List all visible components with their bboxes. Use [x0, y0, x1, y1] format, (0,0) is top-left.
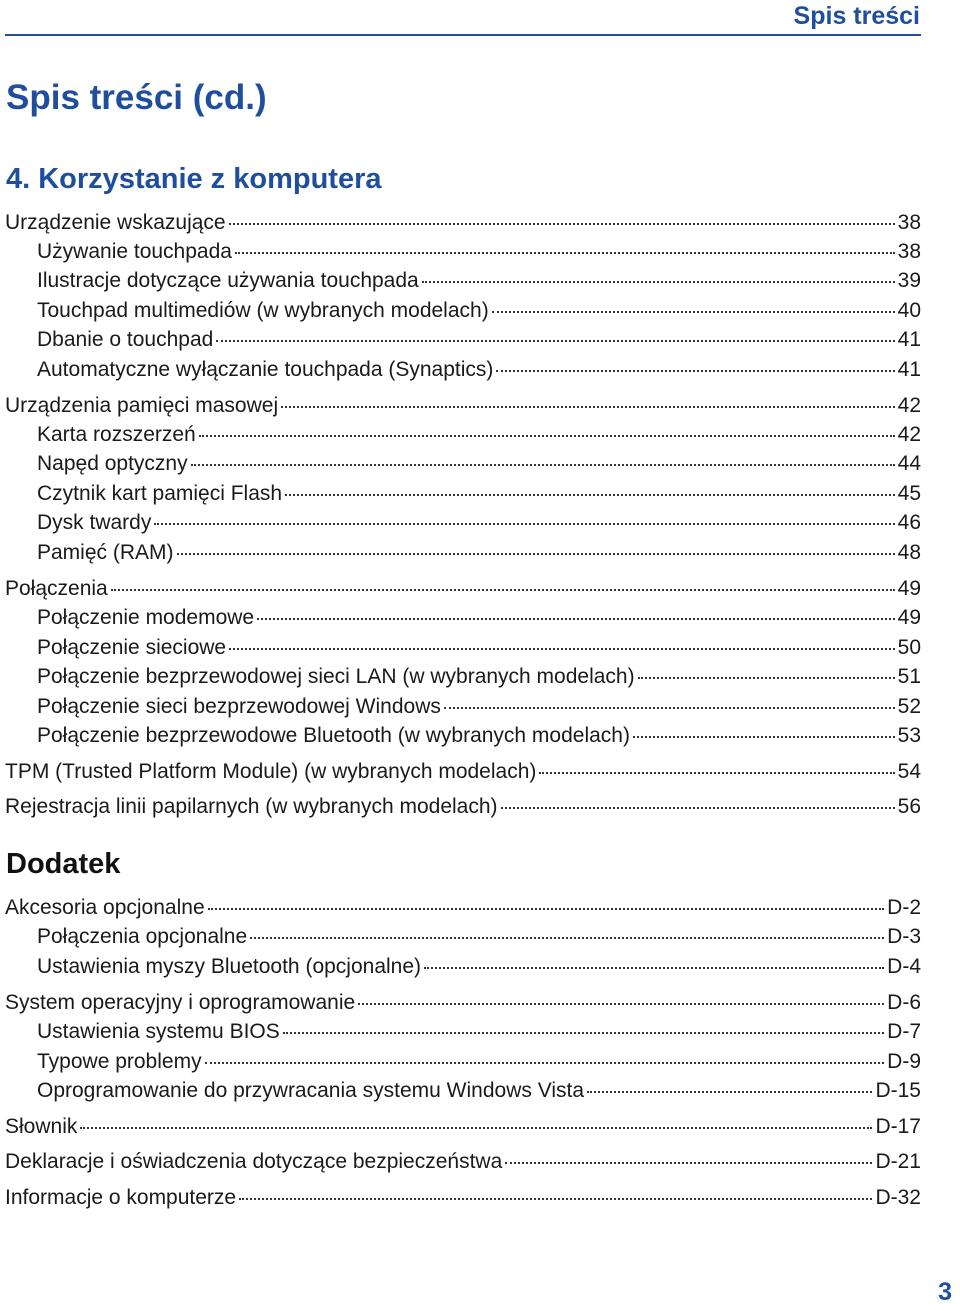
toc-dot-leader: [216, 340, 894, 342]
toc-entry-page-number: D-3: [887, 925, 921, 948]
appendix-heading: Dodatek: [6, 848, 121, 880]
chapter-4-heading: 4. Korzystanie z komputera: [6, 163, 382, 195]
toc-dot-leader: [424, 967, 884, 969]
toc-dot-leader: [281, 406, 895, 408]
toc-entry-page-number: D-2: [887, 896, 921, 919]
toc-entry[interactable]: [37, 637, 921, 658]
toc-dot-leader: [285, 494, 895, 496]
toc-entry-page-number: 42: [897, 394, 921, 417]
toc-entry-page-number: D-6: [887, 991, 921, 1014]
toc-entry-title: Akcesoria opcjonalne: [5, 896, 205, 919]
toc-entry-title: Karta rozszerzeń: [37, 423, 196, 446]
toc-entry[interactable]: [37, 1021, 921, 1042]
toc-entry-title: Urządzenie wskazujące: [5, 211, 226, 234]
toc-entry-title: Połączenie sieciowe: [37, 636, 227, 659]
toc-entry-title: Dysk twardy: [37, 511, 152, 534]
toc-entry-page-number: D-17: [875, 1115, 921, 1138]
toc-entry-page-number: 48: [897, 541, 921, 564]
toc-entry-title: Automatyczne wyłączanie touchpada (Synaptics): [37, 358, 494, 381]
toc-entry[interactable]: [37, 483, 921, 504]
toc-dot-leader: [208, 908, 885, 910]
toc-entry[interactable]: [5, 796, 921, 817]
toc-entry-title: Typowe problemy: [37, 1050, 202, 1073]
toc-dot-leader: [422, 281, 895, 283]
toc-entry-title: Ilustracje dotyczące używania touchpada: [37, 269, 419, 292]
toc-entry-page-number: D-32: [875, 1186, 921, 1209]
toc-entry[interactable]: [5, 1116, 921, 1137]
toc-entry-title: Połączenia opcjonalne: [37, 925, 248, 948]
toc-dot-leader: [239, 1198, 872, 1200]
toc-entry[interactable]: [37, 666, 921, 687]
toc-entry[interactable]: [37, 300, 921, 321]
toc-entry[interactable]: [37, 725, 921, 746]
toc-entry-page-number: D-21: [875, 1150, 921, 1173]
toc-entry-title: Rejestracja linii papilarnych (w wybranych modelach): [5, 795, 498, 818]
toc-entry-page-number: 54: [897, 760, 921, 783]
toc-dot-leader: [638, 677, 895, 679]
toc-entry-title: Pamięć (RAM): [37, 541, 174, 564]
toc-entry[interactable]: [37, 926, 921, 947]
toc-entry-page-number: 53: [897, 724, 921, 747]
toc-entry-page-number: D-4: [887, 955, 921, 978]
toc-entry-page-number: 44: [897, 452, 921, 475]
toc-entry[interactable]: [5, 578, 921, 599]
toc-entry-title: Napęd optyczny: [37, 452, 188, 475]
toc-entry-page-number: 45: [897, 482, 921, 505]
toc-entry[interactable]: [5, 212, 921, 233]
toc-dot-leader: [205, 1062, 885, 1064]
toc-entry[interactable]: [37, 270, 921, 291]
toc-entry-title: Słownik: [5, 1115, 78, 1138]
toc-dot-leader: [358, 1003, 884, 1005]
toc-dot-leader: [235, 252, 895, 254]
toc-entry-title: Urządzenia pamięci masowej: [5, 394, 279, 417]
toc-entry[interactable]: [37, 1051, 921, 1072]
toc-entry[interactable]: [5, 1151, 921, 1172]
toc-entry-page-number: 51: [897, 665, 921, 688]
toc-entry-page-number: 49: [897, 577, 921, 600]
toc-entry-title: Połączenie sieci bezprzewodowej Windows: [37, 695, 441, 718]
toc-entry-title: Czytnik kart pamięci Flash: [37, 482, 283, 505]
toc-entry-title: Touchpad multimediów (w wybranych modelach): [37, 299, 489, 322]
toc-dot-leader: [177, 553, 895, 555]
toc-entry-title: Informacje o komputerze: [5, 1186, 237, 1209]
toc-dot-leader: [80, 1127, 872, 1129]
toc-entry-title: Połączenie bezprzewodowe Bluetooth (w wybranych modelach): [37, 724, 630, 747]
toc-entry-title: Połączenia: [5, 577, 108, 600]
toc-entry[interactable]: [5, 761, 921, 782]
toc-entry[interactable]: [37, 359, 921, 380]
toc-dot-leader: [229, 648, 895, 650]
toc-entry-page-number: 40: [897, 299, 921, 322]
toc-entry-page-number: 38: [897, 240, 921, 263]
toc-entry-page-number: 46: [897, 511, 921, 534]
header-rule: [5, 34, 921, 36]
toc-dot-leader: [250, 937, 884, 939]
toc-entry-title: Oprogramowanie do przywracania systemu Windows Vista: [37, 1079, 585, 1102]
toc-entry-page-number: 38: [897, 211, 921, 234]
toc-dot-leader: [539, 772, 894, 774]
toc-dot-leader: [587, 1091, 872, 1093]
toc-entry-title: TPM (Trusted Platform Module) (w wybranych modelach): [5, 760, 537, 783]
toc-entry-page-number: 50: [897, 636, 921, 659]
toc-entry-page-number: 56: [897, 795, 921, 818]
toc-entry[interactable]: [37, 241, 921, 262]
toc-dot-leader: [633, 736, 895, 738]
toc-entry-page-number: 49: [897, 606, 921, 629]
toc-dot-leader: [199, 435, 895, 437]
toc-dot-leader: [283, 1032, 884, 1034]
toc-dot-leader: [501, 807, 895, 809]
toc-entry-page-number: D-9: [887, 1050, 921, 1073]
toc-entry[interactable]: [5, 395, 921, 416]
toc-entry[interactable]: [37, 542, 921, 563]
toc-entry-page-number: D-7: [887, 1020, 921, 1043]
toc-entry-page-number: 52: [897, 695, 921, 718]
toc-entry[interactable]: [37, 1080, 921, 1101]
toc-entry-page-number: 42: [897, 423, 921, 446]
toc-entry[interactable]: [37, 607, 921, 628]
toc-entry-title: Połączenie bezprzewodowej sieci LAN (w wybranych modelach): [37, 665, 635, 688]
toc-entry-page-number: 39: [897, 269, 921, 292]
toc-dot-leader: [111, 589, 895, 591]
toc-entry-title: Połączenie modemowe: [37, 606, 255, 629]
toc-entry-title: Ustawienia systemu BIOS: [37, 1020, 280, 1043]
toc-entry[interactable]: [5, 1187, 921, 1208]
toc-entry[interactable]: [37, 329, 921, 350]
toc-entry-title: Używanie touchpada: [37, 240, 232, 263]
toc-entry[interactable]: [5, 992, 921, 1013]
toc-dot-leader: [191, 464, 895, 466]
page-title: Spis treści (cd.): [6, 78, 267, 117]
toc-dot-leader: [496, 370, 894, 372]
toc-entry[interactable]: [37, 453, 921, 474]
toc-dot-leader: [229, 223, 895, 225]
toc-entry-title: System operacyjny i oprogramowanie: [5, 991, 356, 1014]
toc-entry-page-number: 41: [897, 328, 921, 351]
toc-entry-title: Ustawienia myszy Bluetooth (opcjonalne): [37, 955, 422, 978]
running-header-title: Spis treści: [793, 2, 920, 30]
toc-entry[interactable]: [37, 956, 921, 977]
toc-dot-leader: [505, 1162, 872, 1164]
toc-dot-leader: [492, 311, 895, 313]
toc-dot-leader: [444, 707, 895, 709]
toc-entry[interactable]: [37, 424, 921, 445]
toc-dot-leader: [257, 618, 895, 620]
toc-entry[interactable]: [5, 897, 921, 918]
toc-entry[interactable]: [37, 512, 921, 533]
toc-entry[interactable]: [37, 696, 921, 717]
toc-entry-page-number: 41: [897, 358, 921, 381]
toc-dot-leader: [154, 523, 894, 525]
toc-entry-page-number: D-15: [875, 1079, 921, 1102]
page-number: 3: [938, 1278, 952, 1306]
toc-entry-title: Deklaracje i oświadczenia dotyczące bezpieczeństwa: [5, 1150, 503, 1173]
toc-entry-title: Dbanie o touchpad: [37, 328, 214, 351]
